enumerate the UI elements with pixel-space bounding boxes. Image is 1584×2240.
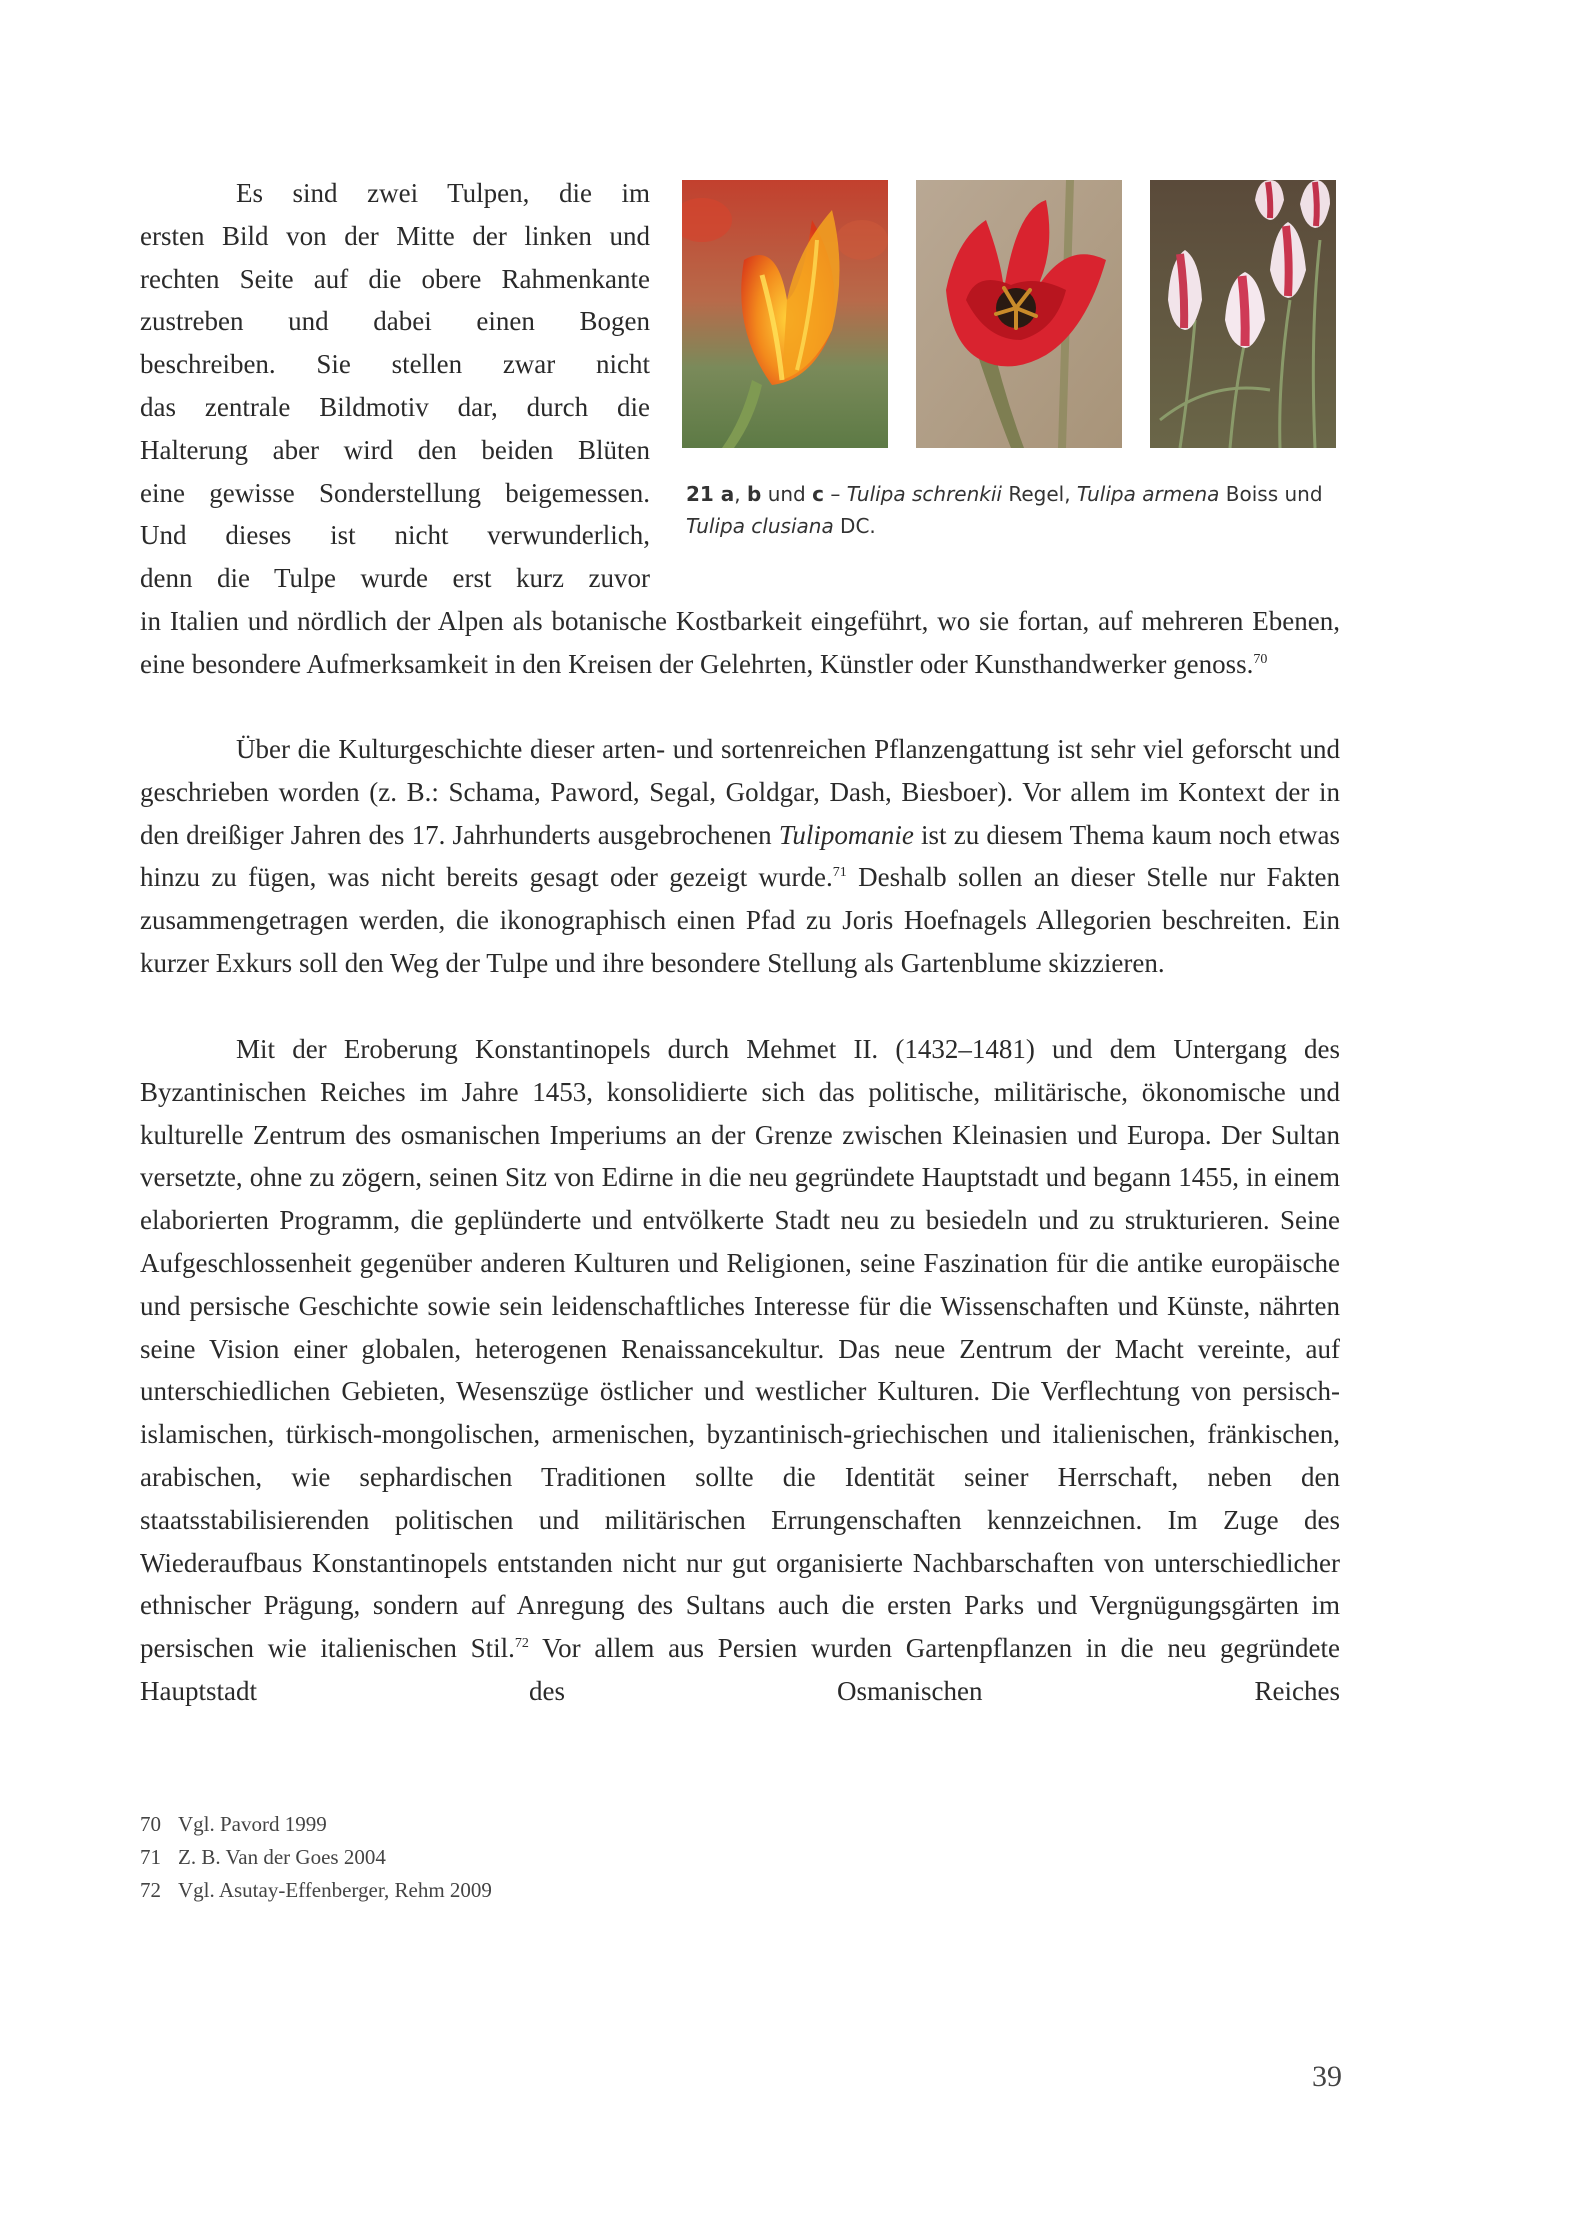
paragraph-text: Mit der Eroberung Konstantinopels durch Mehmet II. (1432–1481) und dem Untergang des Byzantinischen Reiches im Jahre 1453, konsolidierte sich das politische, militärische, ökonomische und kulturelle Zentrum des osmanischen Imperiums an der Grenze zwischen Kleinasien und Europa. Der Sultan versetzte, ohne zu zögern, seinen Sitz von Edirne in die neu gegründete Hauptstadt und begann 1455, in einem elaborierten Programm, die geplünderte und entvölkerte Stadt neu zu besiedeln und zu strukturieren. Seine Aufgeschlossenheit gegenüber anderen Kulturen und Religionen, seine Faszination für die antike europäische und persische Geschichte sowie sein leidenschaftliches Interesse für die Wissenschaften und Künste, nährten seine Vision einer globalen, heterogenen Renaissancekultur. Das neue Zentrum der Macht vereinte, auf unterschiedlichen Gebieten, Wesenszüge östlicher und westlicher Kulturen. Die Verflechtung von persisch-islamischen, türkisch-mongolischen, armenischen, byzantinisch-griechischen und italienischen, fränkischen, arabischen, wie sephardischen Traditionen sollte die Identität seiner Herrschaft, neben den staatsstabilisierenden politischen und militärischen Errungenschaften kennzeichnen. Im Zuge des Wiederaufbaus Konstantinopels entstanden nicht nur gut organisierte Nachbarschaften von unterschiedlicher ethnischer Prägung, sondern auf Anregung des Sultans auch die ersten Parks und Vergnügungsgärten im persischen wie italienischen Stil. [140, 1034, 1340, 1664]
footnote-ref: 71 [832, 865, 847, 881]
paragraph-3 [140, 1028, 1340, 1713]
paragraph-italic-term: Tulipomanie [778, 819, 914, 850]
paragraph-text: Vor allem aus Persien wurden Gartenpflanzen in die neu gegründete Hauptstadt des Osmanischen Reiches [140, 1633, 1340, 1706]
text-line: eine gewisse Sonderstellung beigemessen. [140, 477, 650, 508]
text-line: zustreben und dabei einen Bogen [140, 306, 650, 337]
caption-text: – [823, 482, 847, 506]
footnote-number: 70 [140, 1812, 161, 1836]
intro-text-column [140, 172, 650, 600]
caption-species-name: Tulipa clusiana [686, 514, 834, 538]
caption-text: und [761, 482, 813, 506]
text-line: Und dieses ist nicht verwunderlich, [140, 520, 650, 551]
footnotes [140, 1808, 492, 1907]
paragraph-2 [140, 728, 1340, 985]
caption-letter-c: c [812, 482, 824, 506]
caption-text: , [734, 482, 748, 506]
footnote-ref: 72 [514, 1636, 529, 1652]
caption-letter-b: b [747, 482, 762, 506]
tulip-schrenkii-photo [682, 180, 888, 448]
footnote [140, 1874, 492, 1907]
text-line: denn die Tulpe wurde erst kurz zuvor [140, 563, 650, 594]
text-line: Es sind zwei Tulpen, die im [236, 178, 650, 208]
footnote-text: Vgl. Asutay-Effenberger, Rehm 2009 [178, 1878, 492, 1902]
paragraph-1-continued [140, 600, 1340, 686]
footnote-number: 72 [140, 1878, 161, 1902]
paragraph-text: in Italien und nördlich der Alpen als botanische Kostbarkeit eingeführt, wo sie fortan, auf mehreren Ebenen, eine besondere Aufmerksamkeit in den Kreisen der Gelehrten, Künstler oder Kunsthandwerker genoss. [140, 606, 1340, 679]
caption-text: Boiss und [1219, 482, 1323, 506]
footnote [140, 1841, 492, 1874]
footnote-number: 71 [140, 1845, 161, 1869]
footnote-text: Vgl. Pavord 1999 [178, 1812, 327, 1836]
paragraph-text: Deshalb sollen an dieser Stelle nur Fakten zusammengetragen werden, die ikonographisch einen Pfad zu Joris Hoefnagels Allegorien beschreiten. Ein kurzer Exkurs soll den Weg der Tulpe und ihre besondere Stellung als Gartenblume skizzieren. [140, 862, 1341, 978]
text-line: ersten Bild von der Mitte der linken und [140, 220, 650, 251]
text-line: beschreiben. Sie stellen zwar nicht [140, 349, 650, 380]
tulip-armena-photo [916, 180, 1122, 448]
text-line: Halterung aber wird den beiden Blüten [140, 434, 650, 465]
figure-caption [686, 478, 1346, 542]
page-number: 39 [1312, 2060, 1342, 2093]
caption-text: Regel, [1001, 482, 1077, 506]
footnote-text: Z. B. Van der Goes 2004 [178, 1845, 386, 1869]
caption-species-name: Tulipa armena [1076, 482, 1220, 506]
tulip-clusiana-photo [1150, 180, 1336, 448]
footnote-ref: 70 [1253, 651, 1268, 667]
caption-text: DC. [833, 514, 876, 538]
paragraph-text: Über die Kulturgeschichte dieser arten- und sortenreichen Pflanzengattung ist sehr viel geforscht und geschrieben worden (z. B.: Schama, Paword, Segal, Goldgar, Dash, Biesboer). Vor allem im Kontext der in den dreißiger Jahren des 17. Jahrhunderts ausgebrochenen [140, 734, 1340, 850]
caption-figure-number: 21 a [686, 482, 735, 506]
caption-species-name: Tulipa schrenkii [846, 482, 1002, 506]
text-line: rechten Seite auf die obere Rahmenkante [140, 263, 650, 294]
paragraph-text: ist zu diesem Thema kaum noch etwas hinzu zu fügen, was nicht bereits gesagt oder gezeigt wurde. [140, 819, 1341, 893]
text-line: das zentrale Bildmotiv dar, durch die [140, 391, 650, 422]
footnote [140, 1808, 492, 1841]
